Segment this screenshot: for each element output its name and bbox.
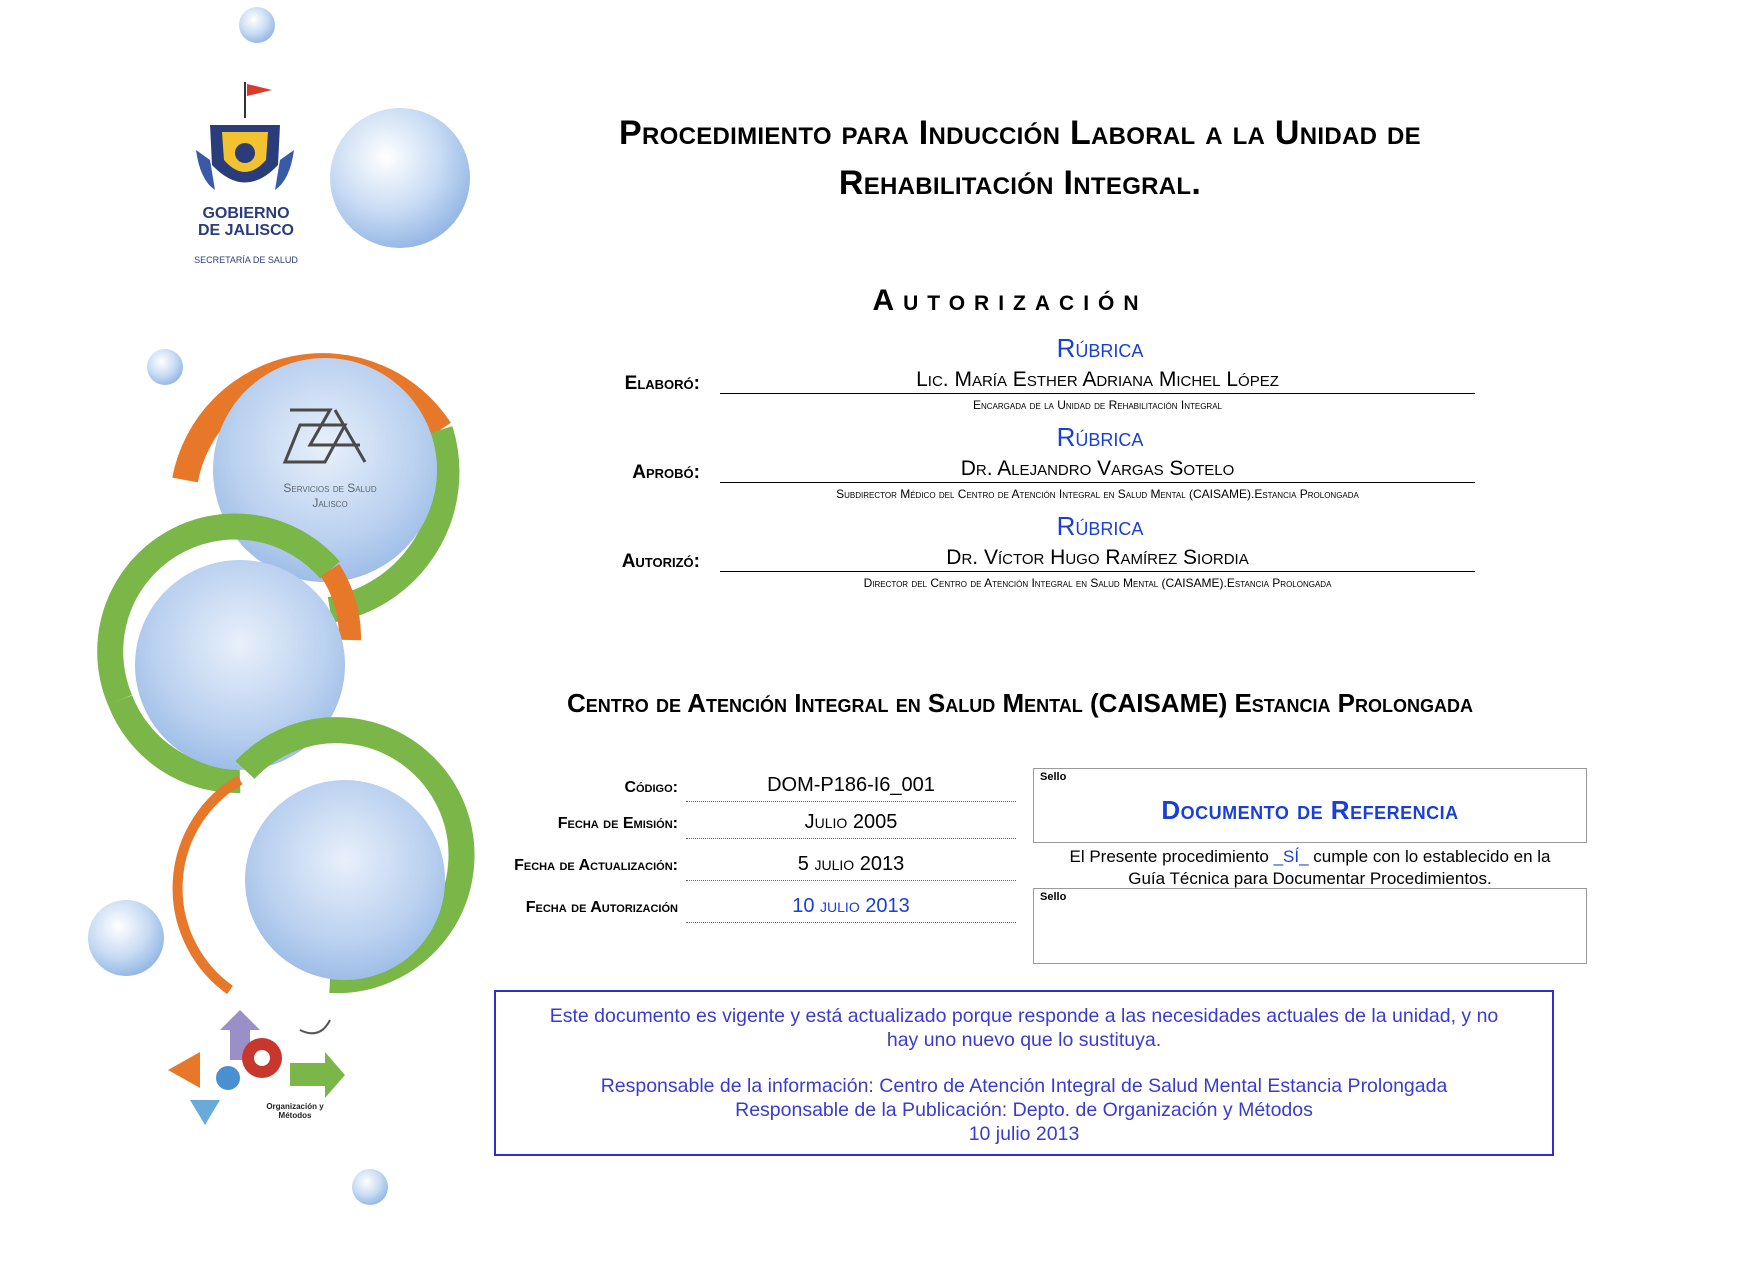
- gobierno-line2: DE JALISCO: [197, 222, 294, 239]
- seal-label-1: Sello: [1040, 771, 1067, 783]
- codigo-value: DOM-P186-I6_001: [686, 774, 1016, 802]
- aprobo-role: Subdirector Médico del Centro de Atención Integral en Salud Mental (CAISAME).Estancia Prolongada: [836, 487, 1359, 501]
- seal-box-empty: [1033, 888, 1587, 964]
- seal-note: [1030, 846, 1590, 890]
- orange-arc: [178, 780, 240, 990]
- aprobo-label: Aprobó:: [632, 462, 700, 483]
- seal-box-reference: [1033, 768, 1587, 843]
- actualizacion-label: Fecha de Actualización:: [514, 857, 678, 874]
- emision-label: Fecha de Emisión:: [557, 815, 678, 832]
- aprobo-name: Dr. Alejandro Vargas Sotelo: [720, 457, 1475, 483]
- decorative-graphic: [0, 0, 520, 1281]
- secretaria-salud: SECRETARÍA DE SALUD: [194, 255, 298, 265]
- seal-note-pre: El Presente procedimiento: [1069, 847, 1274, 866]
- organizacion-metodos-text: [240, 1102, 350, 1120]
- bubble: [330, 108, 470, 248]
- seal-note-post: cumple con lo establecido en la: [1308, 847, 1551, 866]
- elaboro-label: Elaboró:: [624, 373, 700, 394]
- autorizacion-label: Fecha de Autorización: [525, 899, 678, 916]
- actualizacion-value: 5 julio 2013: [686, 853, 1016, 881]
- elaboro-role: Encargada de la Unidad de Rehabilitación Integral: [972, 398, 1222, 412]
- seal-note-line2: Guía Técnica para Documentar Procedimientos.: [1128, 869, 1492, 888]
- autorizo-name: Dr. Víctor Hugo Ramírez Siordia: [720, 546, 1475, 572]
- publication-date: 10 julio 2013: [968, 1123, 1080, 1145]
- validity-line1: Este documento es vigente y está actualizado porque responde a las necesidades actuales de la unidad, y no: [549, 1005, 1499, 1027]
- servicios-line2: Jalisco: [312, 496, 348, 510]
- responsable-publicacion: Responsable de la Publicación: Depto. de Organización y Métodos: [735, 1099, 1313, 1121]
- rubrica-1: Rúbrica: [1056, 333, 1144, 363]
- title-line1: Procedimiento para Inducción Laboral a la Unidad de: [619, 114, 1421, 152]
- jalisco-crest-icon: [196, 82, 294, 190]
- bubble: [239, 7, 275, 43]
- bubble: [147, 349, 183, 385]
- autorizo-label: Autorizó:: [621, 551, 700, 572]
- ring-bubble: [245, 780, 445, 980]
- servicios-salud-text: [245, 481, 415, 511]
- page-title: [470, 108, 1570, 208]
- center-name: Centro de Atención Integral en Salud Mental (CAISAME) Estancia Prolongada: [566, 688, 1474, 718]
- responsable-informacion: Responsable de la información: Centro de Atención Integral de Salud Mental Estancia Prolongada: [600, 1075, 1448, 1097]
- org-line1: Organización y: [266, 1102, 324, 1111]
- bubble: [88, 900, 164, 976]
- rubrica-2: Rúbrica: [1056, 422, 1144, 452]
- org-line2: Métodos: [278, 1111, 312, 1120]
- validity-line2: hay uno nuevo que lo sustituya.: [886, 1029, 1162, 1051]
- rubrica-3: Rúbrica: [1056, 511, 1144, 541]
- title-line2: Rehabilitación Integral.: [838, 164, 1202, 202]
- elaboro-name: Lic. María Esther Adriana Michel López: [720, 368, 1475, 394]
- seal-note-si: _SÍ_: [1273, 847, 1309, 866]
- document-reference-title: Documento de Referencia: [1161, 795, 1459, 825]
- autorizo-role: Director del Centro de Atención Integral en Salud Mental (CAISAME).Estancia Prolongada: [863, 576, 1332, 590]
- authorization-heading: Autorización: [872, 284, 1148, 317]
- servicios-line1: Servicios de Salud: [283, 481, 377, 495]
- codigo-label: Código:: [624, 779, 678, 796]
- autorizacion-value: 10 julio 2013: [686, 895, 1016, 923]
- bubble: [352, 1169, 388, 1205]
- emision-value: Julio 2005: [686, 811, 1016, 839]
- seal-note-line1: [1030, 846, 1590, 868]
- seal-label-2: Sello: [1040, 891, 1067, 903]
- gobierno-line1: GOBIERNO: [202, 205, 290, 222]
- validity-box: [494, 990, 1554, 1156]
